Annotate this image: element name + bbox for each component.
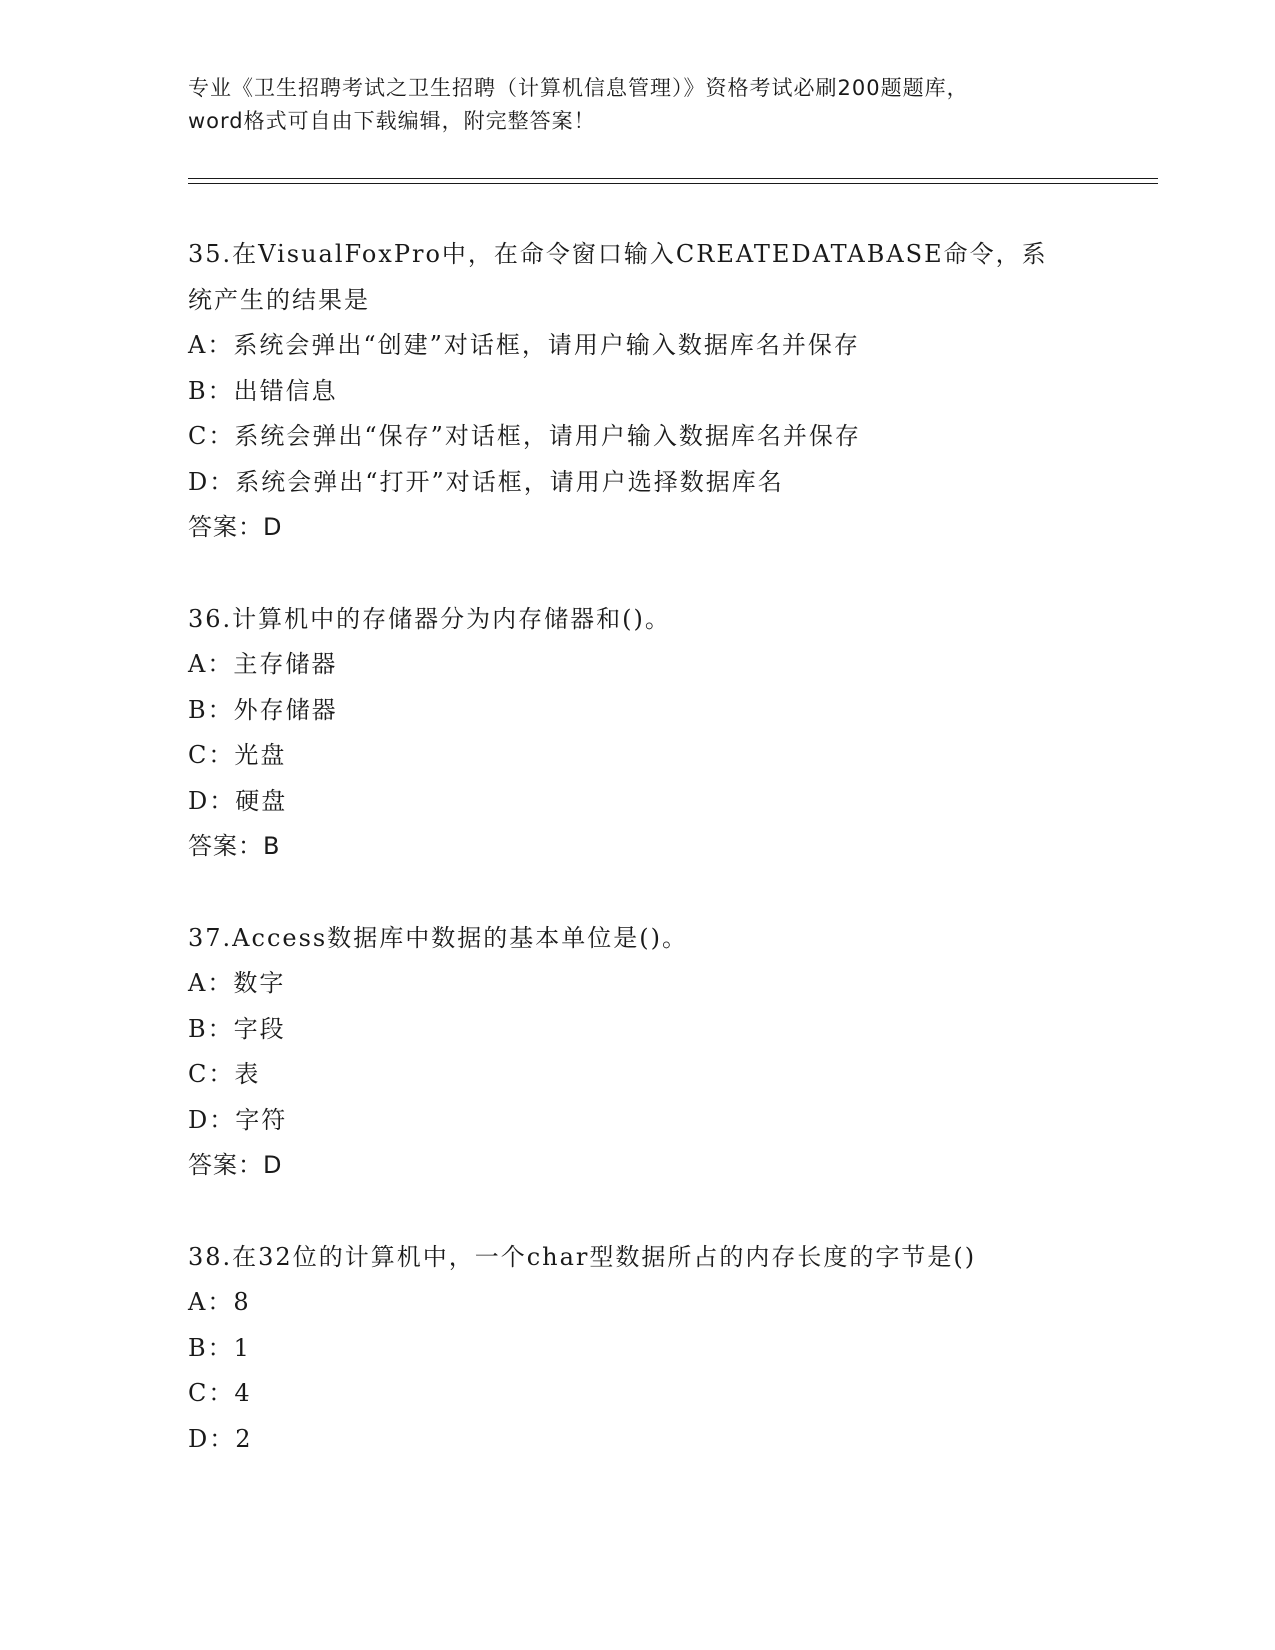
question-list [188,232,1088,1508]
answer-line: 答案：B [188,832,281,860]
option-d: D：系统会弹出“打开”对话框，请用户选择数据库名 [188,467,784,496]
header-line-2: word格式可自由下载编辑，附完整答案！ [188,109,596,133]
option-d: D：2 [188,1424,253,1453]
header-divider-top [188,178,1158,179]
question-38 [188,1235,1088,1463]
answer-line: 答案：D [188,513,283,541]
question-stem: 35.在VisualFoxPro中，在命令窗口输入CREATEDATABASE命令，系统产生的结果是 [188,240,1048,314]
question-stem: 36.计算机中的存储器分为内存储器和()。 [188,604,671,633]
document-header [188,72,1088,138]
option-b: B：字段 [188,1014,286,1043]
answer-line: 答案：D [188,1151,283,1179]
option-c: C：4 [188,1379,252,1407]
option-c: C：光盘 [188,741,287,769]
question-36 [188,597,1088,870]
option-b: B：外存储器 [188,695,338,724]
option-c: C：表 [188,1060,261,1088]
option-a: A：系统会弹出“创建”对话框，请用户输入数据库名并保存 [188,331,860,359]
option-b: B：1 [188,1333,251,1362]
option-b: B：出错信息 [188,376,338,405]
option-d: D：字符 [188,1105,288,1134]
option-d: D：硬盘 [188,786,288,815]
option-a: A：主存储器 [188,650,338,678]
header-line-1: 专业《卫生招聘考试之卫生招聘（计算机信息管理）》资格考试必刷200题题库， [188,76,969,100]
header-divider-bottom [188,183,1158,184]
option-a: A：8 [188,1288,251,1316]
option-c: C：系统会弹出“保存”对话框，请用户输入数据库名并保存 [188,422,861,450]
question-stem: 37.Access数据库中数据的基本单位是()。 [188,923,688,952]
question-37 [188,916,1088,1189]
question-35 [188,232,1088,551]
option-a: A：数字 [188,969,286,997]
question-stem: 38.在32位的计算机中，一个char型数据所占的内存长度的字节是() [188,1242,977,1271]
